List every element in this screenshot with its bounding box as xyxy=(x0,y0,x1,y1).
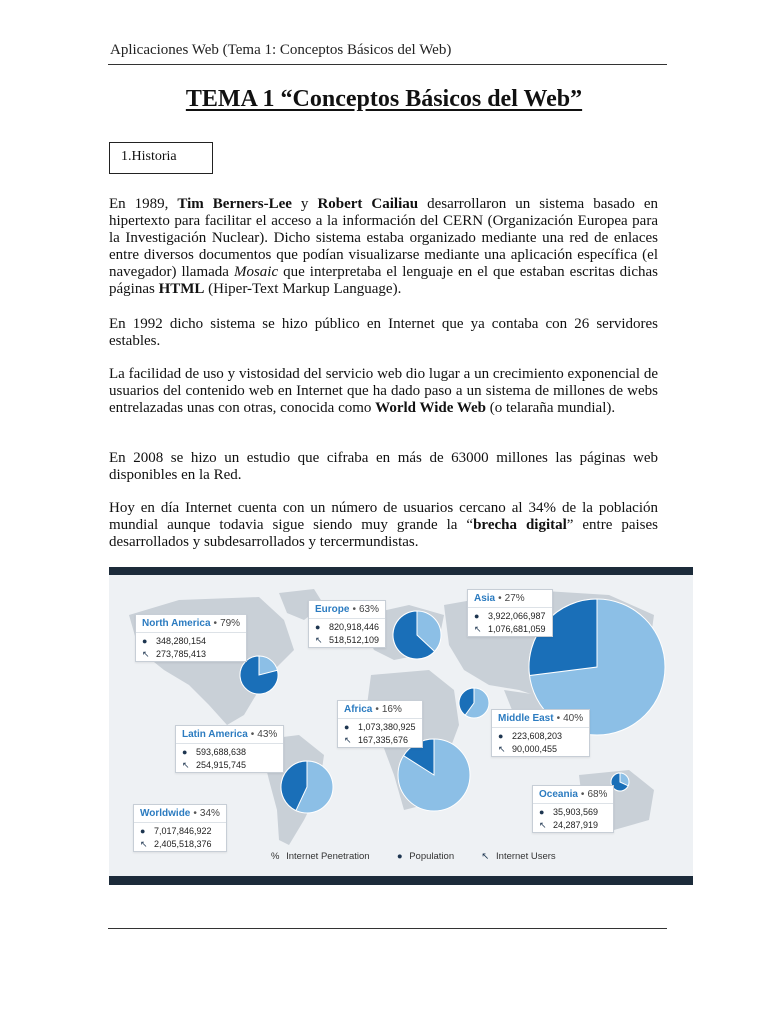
population-value: 348,280,154 xyxy=(156,636,207,646)
region-card-worldwide xyxy=(133,804,227,852)
cursor-icon: ↖ xyxy=(498,744,506,754)
text-run: ” entre paises desarrollados y subdesarrollados y tercermundistas. xyxy=(109,517,658,550)
region-name: Middle East xyxy=(498,713,554,724)
person-icon: ● xyxy=(344,722,350,732)
document-title-text: TEMA 1 “Conceptos Básicos del Web” xyxy=(185,86,583,112)
population-row xyxy=(136,635,246,648)
region-card-africa xyxy=(337,700,423,748)
cursor-icon: ↖ xyxy=(140,839,148,849)
users-row xyxy=(533,819,613,832)
separator-dot: • xyxy=(352,604,356,615)
population-value: 1,073,380,925 xyxy=(358,722,416,732)
separator-dot: • xyxy=(375,704,379,715)
users-row xyxy=(468,623,552,636)
text-run: Hoy en día Internet cuenta con un número de usuarios cercano al 34% de la población mundial aunque todavia sigue siendo muy grande la “ xyxy=(109,500,658,533)
users-row xyxy=(136,648,246,661)
region-name: North America xyxy=(142,618,211,629)
person-icon: ● xyxy=(315,622,321,632)
region-name: Europe xyxy=(315,604,350,615)
population-row xyxy=(533,806,613,819)
document-title xyxy=(0,86,768,113)
separator-dot: • xyxy=(556,713,561,724)
cursor-icon: ↖ xyxy=(315,635,323,645)
cursor-icon: ↖ xyxy=(481,851,490,862)
population-row xyxy=(492,730,589,743)
card-divider xyxy=(338,718,422,719)
region-penetration: 68% xyxy=(587,789,608,800)
card-header xyxy=(134,805,226,821)
population-value: 223,608,203 xyxy=(512,731,563,741)
users-row xyxy=(134,838,226,851)
region-name: Worldwide xyxy=(140,808,191,819)
card-divider xyxy=(468,607,552,608)
region-penetration: 79% xyxy=(220,618,241,629)
card-header xyxy=(309,601,385,617)
italic-mosaic: Mosaic xyxy=(233,264,279,280)
region-card-asia xyxy=(467,589,553,637)
card-header xyxy=(492,710,589,726)
paragraph-digital-divide xyxy=(109,500,658,551)
region-name: Latin America xyxy=(182,729,248,740)
users-row xyxy=(309,634,385,647)
users-value: 2,405,518,376 xyxy=(154,839,212,849)
cursor-icon: ↖ xyxy=(344,735,352,745)
person-icon: ● xyxy=(498,731,504,741)
paragraph-1992: En 1992 dicho sistema se hizo público en Internet que ya contaba con 26 servidores estables. xyxy=(109,316,658,349)
person-icon: ● xyxy=(474,611,480,621)
separator-dot: • xyxy=(193,808,197,819)
users-value: 518,512,109 xyxy=(329,635,380,645)
population-row xyxy=(309,621,385,634)
population-value: 35,903,569 xyxy=(553,807,599,817)
cursor-icon: ↖ xyxy=(142,649,150,659)
bold-www: World Wide Web xyxy=(375,400,487,416)
region-card-middle-east xyxy=(491,709,590,757)
card-header xyxy=(533,786,613,802)
person-icon: ● xyxy=(140,826,146,836)
region-penetration: 63% xyxy=(358,604,379,615)
users-value: 24,287,919 xyxy=(553,820,599,830)
region-penetration: 16% xyxy=(381,704,402,715)
separator-dot: • xyxy=(498,593,502,604)
paragraph-2008: En 2008 se hizo un estudio que cifraba en más de 63000 millones las páginas web disponibles en la Red. xyxy=(109,450,658,483)
internet-penetration-map xyxy=(109,567,693,885)
card-divider xyxy=(492,727,589,728)
population-value: 820,918,446 xyxy=(329,622,380,632)
region-card-latin-america xyxy=(175,725,284,773)
person-icon: ● xyxy=(539,807,545,817)
population-value: 7,017,846,922 xyxy=(154,826,212,836)
users-row xyxy=(492,743,589,756)
population-value: 593,688,638 xyxy=(196,747,247,757)
bold-brecha-digital: brecha digital xyxy=(473,517,567,533)
region-card-oceania xyxy=(532,785,614,833)
card-divider xyxy=(136,632,246,633)
figure-bottom-bar xyxy=(109,876,693,885)
person-icon: ● xyxy=(142,636,148,646)
region-penetration: 27% xyxy=(504,593,525,604)
footer-rule xyxy=(108,928,667,929)
person-icon: ● xyxy=(396,851,403,862)
cursor-icon: ↖ xyxy=(539,820,547,830)
map-legend xyxy=(271,851,560,862)
person-icon: ● xyxy=(182,747,188,757)
separator-dot: • xyxy=(580,789,585,800)
region-name: Asia xyxy=(474,593,496,604)
cursor-icon: ↖ xyxy=(182,760,190,770)
text-run: y xyxy=(291,196,318,212)
users-value: 273,785,413 xyxy=(156,649,207,659)
population-row xyxy=(468,610,552,623)
card-header xyxy=(468,590,552,606)
card-header xyxy=(176,726,283,742)
text-run: que interpretaba el lenguaje en el que estaban escritas dichas páginas xyxy=(109,264,658,297)
population-row xyxy=(134,825,226,838)
running-header: Aplicaciones Web (Tema 1: Conceptos Básicos del Web) xyxy=(110,42,452,58)
text-run: desarrollaron un sistema basado en hipertexto para facilitar el acceso a la información del CERN (Organización Europea para la Investigación Nuclear). Dicho sistema estaba organizado mediante una red de enlaces entre diversos documentos que podían visualizarse mediante una aplicación específica (el navegador) llamada xyxy=(109,196,659,280)
region-card-europe xyxy=(308,600,386,648)
users-value: 167,335,676 xyxy=(358,735,409,745)
region-penetration: 34% xyxy=(199,808,220,819)
users-row xyxy=(338,734,422,747)
card-header xyxy=(136,615,246,631)
legend-penetration: Internet Penetration xyxy=(286,851,370,862)
figure-top-bar xyxy=(109,567,693,575)
bold-html: HTML xyxy=(158,281,205,297)
cursor-icon: ↖ xyxy=(474,624,482,634)
bold-name-cailiau: Robert Cailiau xyxy=(317,196,419,212)
card-divider xyxy=(533,803,613,804)
users-value: 254,915,745 xyxy=(196,760,247,770)
region-card-north-america xyxy=(135,614,247,662)
population-row xyxy=(338,721,422,734)
card-divider xyxy=(176,743,283,744)
card-divider xyxy=(309,618,385,619)
region-name: Oceania xyxy=(539,789,578,800)
users-row xyxy=(176,759,283,772)
text-run: La facilidad de uso y vistosidad del servicio web dio lugar a un crecimiento exponencial de usuarios del contenido web en Internet que ha dado paso a un sistema de millones de webs entrelazadas unas con otras, conocida como xyxy=(109,366,658,416)
separator-dot: • xyxy=(250,729,255,740)
legend-population: Population xyxy=(409,851,455,862)
region-name: Africa xyxy=(344,704,373,715)
bold-name-berners-lee: Tim Berners-Lee xyxy=(177,196,292,212)
card-divider xyxy=(134,822,226,823)
users-value: 90,000,455 xyxy=(512,744,558,754)
region-penetration: 43% xyxy=(257,729,278,740)
section-heading: 1.Historia xyxy=(109,142,213,174)
separator-dot: • xyxy=(213,618,218,629)
text-run: (o telaraña mundial). xyxy=(486,400,616,416)
paragraph-growth xyxy=(109,366,658,417)
text-run: (Hiper-Text Markup Language). xyxy=(204,281,402,297)
population-row xyxy=(176,746,283,759)
users-value: 1,076,681,059 xyxy=(488,624,546,634)
legend-users: Internet Users xyxy=(496,851,556,862)
percent-symbol: % xyxy=(271,851,280,862)
population-value: 3,922,066,987 xyxy=(488,611,546,621)
region-penetration: 40% xyxy=(563,713,584,724)
card-header xyxy=(338,701,422,717)
text-run: En 1989, xyxy=(109,196,178,212)
header-rule xyxy=(108,64,667,65)
paragraph-history xyxy=(109,196,658,298)
